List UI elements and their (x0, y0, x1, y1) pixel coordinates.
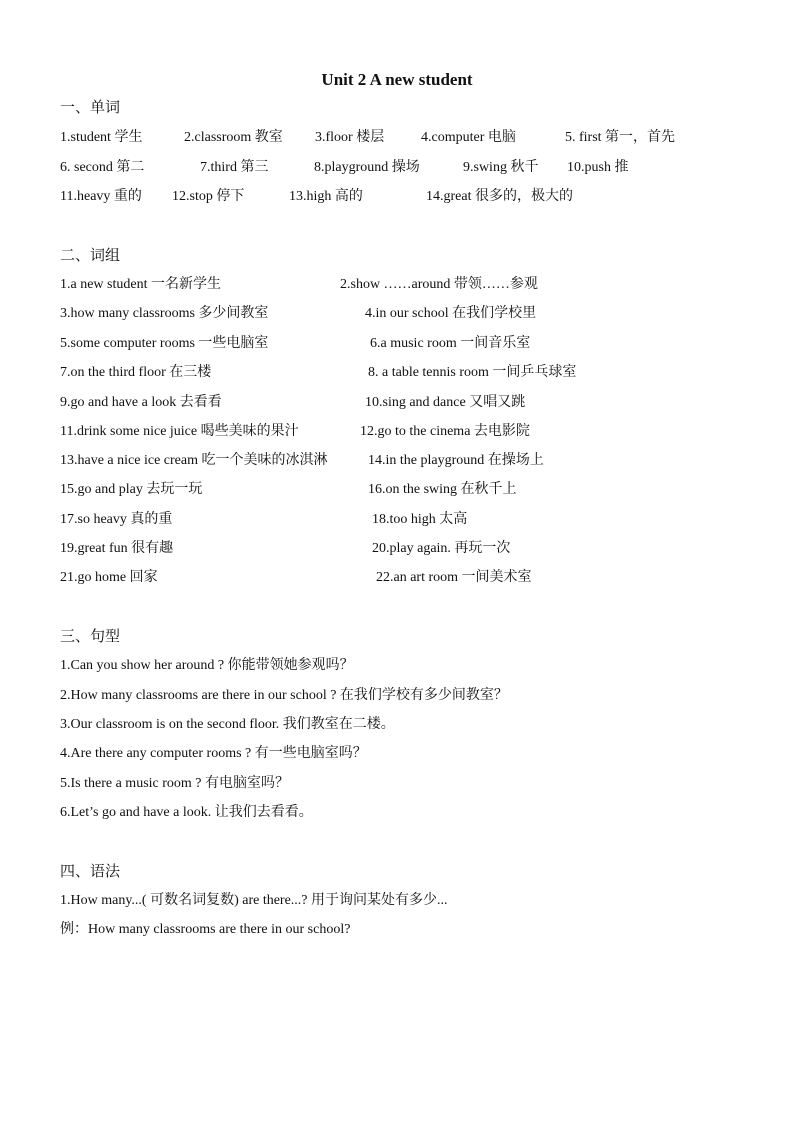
vocab-item: 14.great 很多的，极大的 (426, 189, 573, 204)
phrase-item: 5.some computer rooms 一些电脑室 (60, 336, 269, 351)
phrase-item: 3.how many classrooms 多少间教室 (60, 306, 269, 321)
grammar-example: 例：How many classrooms are there in our school? (60, 922, 351, 937)
vocab-item: 2.classroom 教室 (184, 130, 283, 145)
sentence-item: 6.Let’s go and have a look. 让我们去看看。 (60, 805, 313, 820)
phrase-item: 11.drink some nice juice 喝些美味的果汁 (60, 424, 299, 439)
sentence-item: 1.Can you show her around ? 你能带领她参观吗？ (60, 658, 354, 673)
vocab-item: 1.student 学生 (60, 130, 143, 145)
sentence-item: 5.Is there a music room ? 有电脑室吗？ (60, 776, 290, 791)
phrase-row (60, 510, 760, 530)
vocab-item: 5. first 第一，首先 (565, 130, 676, 145)
vocab-item: 9.swing 秋千 (463, 160, 539, 175)
section-heading-sentences: 三、句型 (60, 629, 121, 645)
vocab-item: 4.computer 电脑 (421, 130, 516, 145)
section-heading-vocab: 一、单词 (60, 100, 121, 116)
phrase-row (60, 363, 760, 383)
phrase-item: 1.a new student 一名新学生 (60, 277, 221, 292)
phrase-item: 4.in our school 在我们学校里 (365, 306, 537, 321)
phrase-item: 9.go and have a look 去看看 (60, 395, 222, 410)
vocab-item: 6. second 第二 (60, 160, 145, 175)
phrase-item: 12.go to the cinema 去电影院 (360, 424, 530, 439)
grammar-item: 1.How many...( 可数名词复数) are there...? 用于询问某处有多少... (60, 893, 448, 908)
section-heading-phrases: 二、词组 (60, 248, 121, 264)
vocab-item: 7.third 第三 (200, 160, 269, 175)
sentence-item: 3.Our classroom is on the second floor. 我们教室在二楼。 (60, 717, 395, 732)
phrase-item: 15.go and play 去玩一玩 (60, 482, 203, 497)
phrase-item: 21.go home 回家 (60, 570, 158, 585)
vocab-item: 10.push 推 (567, 160, 629, 175)
phrase-row (60, 422, 760, 442)
phrase-row (60, 539, 760, 559)
sentence-item: 4.Are there any computer rooms ? 有一些电脑室吗？ (60, 746, 367, 761)
phrase-item: 17.so heavy 真的重 (60, 512, 173, 527)
phrase-item: 16.on the swing 在秋千上 (368, 482, 517, 497)
phrase-row (60, 451, 760, 471)
phrase-item: 13.have a nice ice cream 吃一个美味的冰淇淋 (60, 453, 328, 468)
sentence-item: 2.How many classrooms are there in our school ? 在我们学校有多少间教室？ (60, 688, 508, 703)
section-heading-grammar: 四、语法 (60, 864, 121, 880)
phrase-row (60, 480, 760, 500)
phrase-row (60, 275, 760, 295)
vocab-item: 11.heavy 重的 (60, 189, 142, 204)
phrase-row (60, 334, 760, 354)
phrase-row (60, 304, 760, 324)
phrase-item: 10.sing and dance 又唱又跳 (365, 395, 526, 410)
phrase-item: 7.on the third floor 在三楼 (60, 365, 212, 380)
vocab-item: 13.high 高的 (289, 189, 363, 204)
phrase-row (60, 393, 760, 413)
phrase-item: 6.a music room 一间音乐室 (370, 336, 531, 351)
phrase-item: 14.in the playground 在操场上 (368, 453, 544, 468)
vocab-row (60, 158, 760, 178)
page-title: Unit 2 A new student (321, 70, 473, 89)
phrase-row (60, 568, 760, 588)
phrase-item: 20.play again. 再玩一次 (372, 541, 511, 556)
phrase-item: 8. a table tennis room 一间乒乓球室 (368, 365, 577, 380)
vocab-item: 8.playground 操场 (314, 160, 420, 175)
phrase-item: 22.an art room 一间美术室 (376, 570, 532, 585)
vocab-row (60, 187, 760, 207)
vocab-row (60, 128, 760, 148)
phrase-item: 18.too high 太高 (372, 512, 468, 527)
phrase-item: 2.show ……around 带领……参观 (340, 277, 538, 292)
vocab-item: 12.stop 停下 (172, 189, 245, 204)
vocab-item: 3.floor 楼层 (315, 130, 385, 145)
phrase-item: 19.great fun 很有趣 (60, 541, 174, 556)
